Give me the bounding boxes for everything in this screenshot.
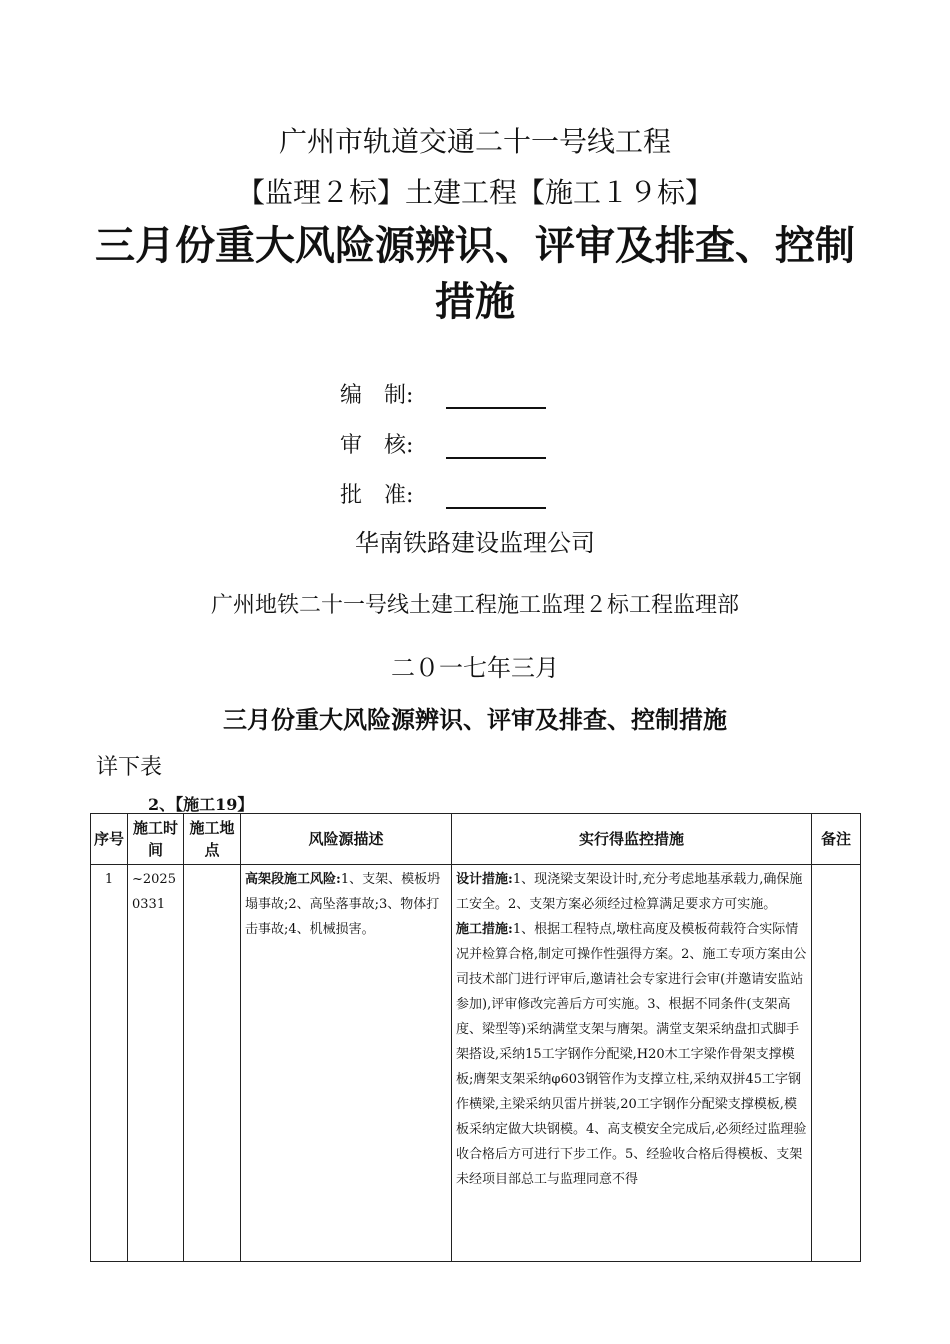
cell-index: 1 bbox=[91, 865, 128, 1262]
risk-text: 1、支架、模板坍塌事故;2、高坠落事故;3、物体打击事故;4、机械损害。 bbox=[245, 872, 441, 937]
cell-measures bbox=[452, 865, 812, 1262]
project-name: 广州市轨道交通二十一号线工程 bbox=[278, 125, 671, 158]
header-remark: 备注 bbox=[812, 814, 861, 865]
signature-reviewed bbox=[340, 428, 546, 459]
cell-remark bbox=[812, 865, 861, 1262]
header-risk: 风险源描述 bbox=[241, 814, 452, 865]
signature-label: 编 制: bbox=[340, 383, 414, 408]
signature-line bbox=[446, 437, 546, 459]
signature-approved bbox=[340, 478, 546, 509]
document-date: 二０一七年三月 bbox=[391, 654, 559, 682]
section-label: 2、【施工19】 bbox=[148, 795, 254, 814]
risk-label: 高架段施工风险: bbox=[245, 872, 341, 887]
design-text: 1、现浇梁支架设计时,充分考虑地基承载力,确保施工安全。2、支架方案必须经过检算满足要求方可实施。 bbox=[456, 872, 803, 912]
header-place: 施工地点 bbox=[184, 814, 241, 865]
header-measures: 实行得监控措施 bbox=[452, 814, 812, 865]
risk-table bbox=[90, 813, 861, 1262]
detail-note: 详下表 bbox=[96, 755, 163, 780]
signature-label: 审 核: bbox=[340, 433, 414, 458]
document-title: 三月份重大风险源辨识、评审及排查、控制措施 bbox=[95, 223, 855, 325]
cell-place bbox=[184, 865, 241, 1262]
company-name: 华南铁路建设监理公司 bbox=[355, 529, 595, 557]
table-header-row bbox=[91, 814, 861, 865]
construction-label: 施工措施: bbox=[456, 922, 513, 937]
construction-text: 1、根据工程特点,墩柱高度及模板荷载符合实际情况并检算合格,制定可操作性强得方案。2、施工专项方案由公司技术部门进行评审后,邀请社会专家进行会审(并邀请安监站参加),评审修改完善后方可实施。3、根据不同条件(支架高度、梁型等)采纳满堂支架与膺架。满堂支架采纳盘扣式脚手架搭设,采纳15工字钢作分配梁,H20木工字梁作骨架支撑模板;膺架支架采纳φ603钢管作为支撑立柱,采纳双拼45工字钢作横梁,主梁采纳贝雷片拼装,20工字钢作分配梁支撑模板,模板采纳定做大块钢模。4、高支模安全完成后,必须经过监理验收合格后方可进行下步工作。5、经验收合格后得模板、支架未经项目部总工与监理同意不得 bbox=[456, 922, 807, 1187]
signature-line bbox=[446, 387, 546, 409]
signature-line bbox=[446, 487, 546, 509]
header-time: 施工时间 bbox=[128, 814, 184, 865]
contract-name: 【监理２标】土建工程【施工１９标】 bbox=[236, 176, 713, 209]
section-heading: 三月份重大风险源辨识、评审及排查、控制措施 bbox=[223, 706, 727, 734]
cell-time: ~20250331 bbox=[128, 865, 184, 1262]
design-label: 设计措施: bbox=[456, 872, 513, 887]
signature-label: 批 准: bbox=[340, 483, 414, 508]
cell-risk bbox=[241, 865, 452, 1262]
department-name: 广州地铁二十一号线土建工程施工监理２标工程监理部 bbox=[210, 593, 739, 618]
header-index: 序号 bbox=[91, 814, 128, 865]
table-row bbox=[91, 865, 861, 1262]
signature-compiled bbox=[340, 378, 546, 409]
